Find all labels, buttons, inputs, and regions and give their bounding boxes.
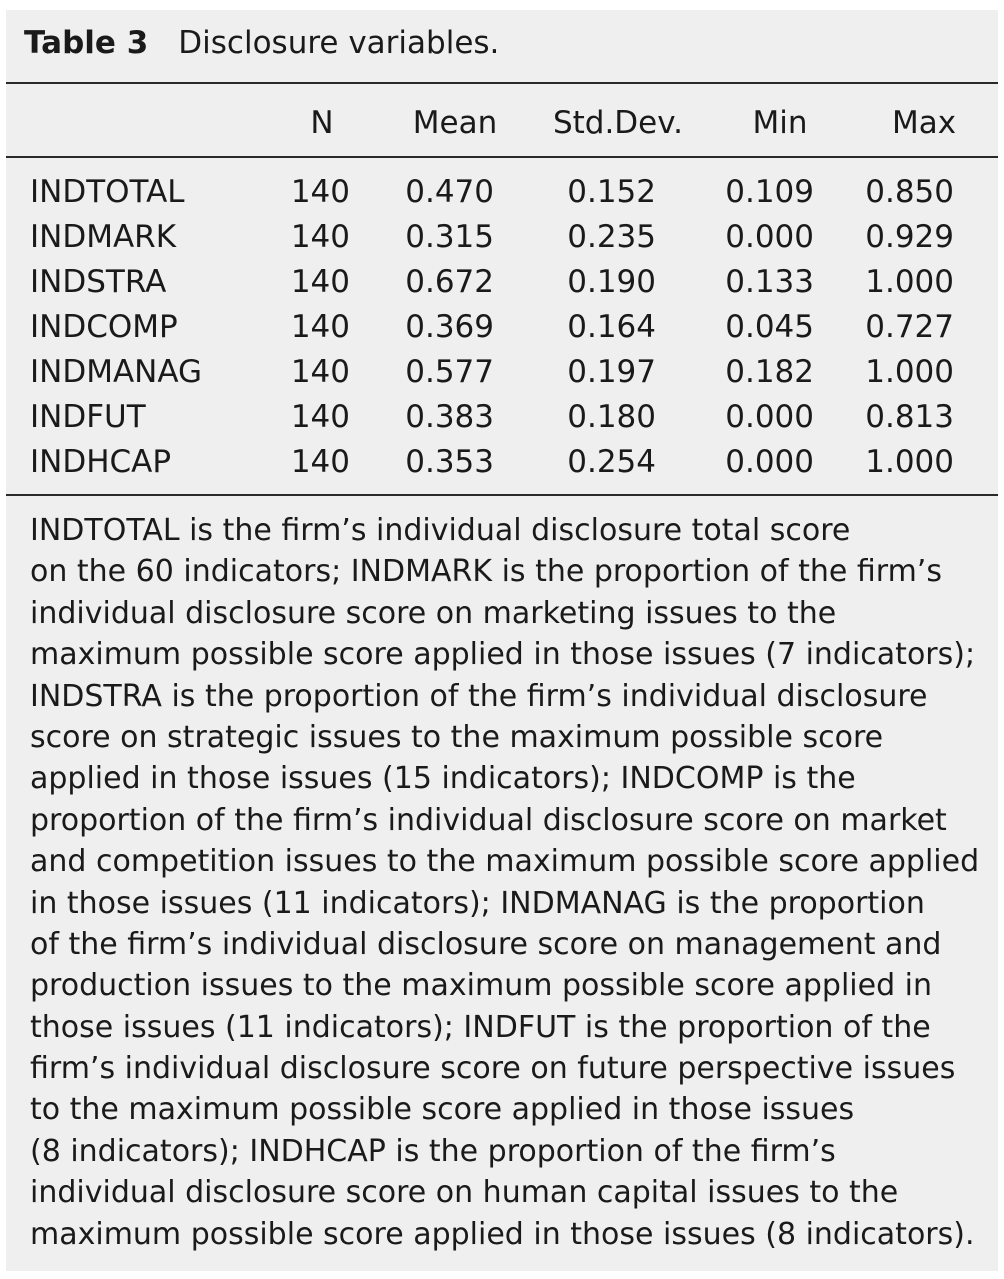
footnote-line: individual disclosure score on human capital issues to the xyxy=(30,1175,899,1211)
cell-min: 0.000 xyxy=(725,219,814,255)
table-caption xyxy=(24,18,499,68)
footnote-line: proportion of the firm’s individual disclosure score on market xyxy=(30,802,947,838)
cell-mean: 0.470 xyxy=(405,174,494,210)
cell-max: 1.000 xyxy=(865,264,954,300)
footnote-line: score on strategic issues to the maximum possible score xyxy=(30,719,884,755)
cell-mean: 0.315 xyxy=(405,219,494,255)
footnote-line: (8 indicators); INDHCAP is the proportion of the firm’s xyxy=(30,1133,836,1169)
footnote-line: in those issues (11 indicators); INDMANAG is the proportion xyxy=(30,885,925,921)
variable-name: INDMANAG xyxy=(30,354,203,390)
cell-mean: 0.353 xyxy=(405,444,494,480)
cell-n: 140 xyxy=(290,174,350,210)
variable-name: INDCOMP xyxy=(30,309,178,345)
cell-std-dev: 0.152 xyxy=(567,174,656,210)
cell-n: 140 xyxy=(290,309,350,345)
bottom-rule xyxy=(6,494,998,496)
cell-max: 0.727 xyxy=(865,309,954,345)
header-std-dev: Std.Dev. xyxy=(552,105,684,141)
variable-name: INDTOTAL xyxy=(30,174,185,210)
table-row xyxy=(6,215,998,260)
footnote-line: maximum possible score applied in those issues (7 indicators); xyxy=(30,637,976,673)
table-row xyxy=(6,440,998,485)
cell-n: 140 xyxy=(290,399,350,435)
footnote-line: production issues to the maximum possible score applied in xyxy=(30,968,933,1004)
variable-name: INDMARK xyxy=(30,219,177,255)
cell-mean: 0.672 xyxy=(405,264,494,300)
cell-mean: 0.369 xyxy=(405,309,494,345)
variable-name: INDHCAP xyxy=(30,444,172,480)
footnote-line: firm’s individual disclosure score on future perspective issues xyxy=(30,1051,956,1087)
footnote-line: those issues (11 indicators); INDFUT is the proportion of the xyxy=(30,1009,931,1045)
footnote-line: INDTOTAL is the firm’s individual disclosure total score xyxy=(30,513,851,548)
cell-max: 0.850 xyxy=(865,174,954,210)
table-label: Table 3 xyxy=(24,25,149,61)
cell-std-dev: 0.164 xyxy=(567,309,656,345)
cell-max: 0.813 xyxy=(865,399,954,435)
header-min: Min xyxy=(752,105,808,141)
cell-max: 1.000 xyxy=(865,354,954,390)
cell-min: 0.045 xyxy=(725,309,814,345)
table-row xyxy=(6,395,998,440)
header-n: N xyxy=(310,105,334,141)
cell-n: 140 xyxy=(290,444,350,480)
cell-min: 0.133 xyxy=(725,264,814,300)
cell-mean: 0.383 xyxy=(405,399,494,435)
header-mean: Mean xyxy=(412,105,498,141)
footnote-line: applied in those issues (15 indicators); INDCOMP is the xyxy=(30,761,856,797)
table-row xyxy=(6,305,998,350)
cell-std-dev: 0.190 xyxy=(567,264,656,300)
table-footnote xyxy=(30,510,980,1255)
table-row xyxy=(6,260,998,305)
cell-max: 1.000 xyxy=(865,444,954,480)
cell-n: 140 xyxy=(290,264,350,300)
cell-std-dev: 0.180 xyxy=(567,399,656,435)
cell-min: 0.182 xyxy=(725,354,814,390)
table-title: Disclosure variables. xyxy=(178,25,500,61)
footnote-line: of the firm’s individual disclosure score on management and xyxy=(30,926,942,962)
variable-name: INDFUT xyxy=(30,399,146,435)
cell-min: 0.109 xyxy=(725,174,814,210)
top-rule xyxy=(6,82,998,84)
footnote-line: INDSTRA is the proportion of the firm’s individual disclosure xyxy=(30,678,928,714)
footnote-line: to the maximum possible score applied in those issues xyxy=(30,1092,855,1128)
table-body xyxy=(6,170,998,485)
cell-max: 0.929 xyxy=(865,219,954,255)
cell-std-dev: 0.254 xyxy=(567,444,656,480)
table-row xyxy=(6,170,998,215)
header-row xyxy=(6,98,998,148)
cell-min: 0.000 xyxy=(725,399,814,435)
cell-min: 0.000 xyxy=(725,444,814,480)
table-row xyxy=(6,350,998,395)
cell-n: 140 xyxy=(290,354,350,390)
footnote-line: and competition issues to the maximum possible score applied xyxy=(30,844,980,880)
footnote-line: on the 60 indicators; INDMARK is the proportion of the firm’s xyxy=(30,554,942,590)
header-rule xyxy=(6,156,998,158)
cell-std-dev: 0.235 xyxy=(567,219,656,255)
footnote-line: maximum possible score applied in those issues (8 indicators). xyxy=(30,1216,975,1252)
cell-mean: 0.577 xyxy=(405,354,494,390)
cell-std-dev: 0.197 xyxy=(567,354,656,390)
cell-n: 140 xyxy=(290,219,350,255)
variable-name: INDSTRA xyxy=(30,264,167,300)
header-max: Max xyxy=(891,105,957,141)
footnote-line: individual disclosure score on marketing issues to the xyxy=(30,595,837,631)
